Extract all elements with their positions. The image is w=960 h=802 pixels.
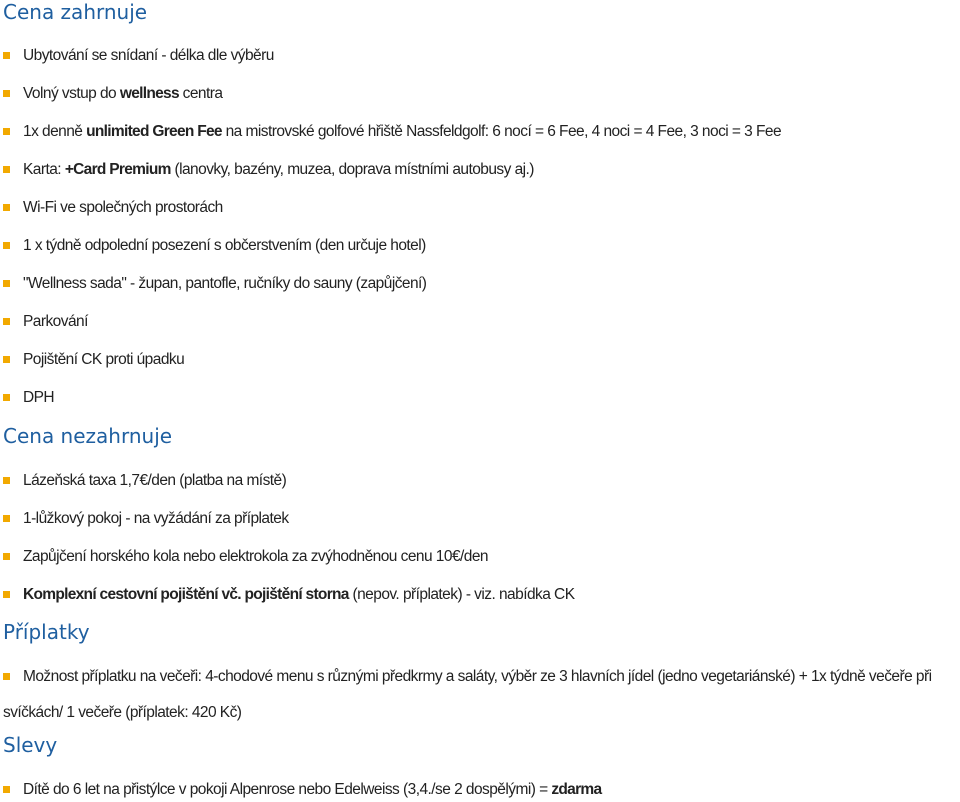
orange-square-bullet-icon (3, 394, 10, 401)
section-heading-excluded: Cena nezahrnuje (3, 424, 173, 448)
orange-square-bullet-icon (3, 515, 10, 522)
orange-square-bullet-icon (3, 128, 10, 135)
list-item: 1 x týdně odpolední posezení s občerstvením (den určuje hotel) (3, 236, 960, 256)
orange-square-bullet-icon (3, 204, 10, 211)
orange-square-bullet-icon (3, 786, 10, 793)
section-heading-discounts: Slevy (3, 733, 58, 757)
list-item: Pojištění CK proti úpadku (3, 350, 960, 370)
list-item: Zapůjčení horského kola nebo elektrokola za zvýhodněnou cenu 10€/den (3, 547, 960, 567)
list-item: 1x denně unlimited Green Fee na mistrovské golfové hřiště Nassfeldgolf: 6 nocí = 6 Fee, 4 noci = 4 Fee, 3 noci = 3 Fee (3, 122, 960, 142)
orange-square-bullet-icon (3, 280, 10, 287)
list-item: Karta: +Card Premium (lanovky, bazény, muzea, doprava místními autobusy aj.) (3, 160, 960, 180)
section-heading-supplements: Příplatky (3, 620, 90, 644)
list-item: Ubytování se snídaní - délka dle výběru (3, 46, 960, 66)
list-item: Parkování (3, 312, 960, 332)
list-item: Možnost příplatku na večeři: 4-chodové menu s různými předkrmy a saláty, výběr ze 3 hlavních jídel (jedno vegetariánské) + 1x týdně večeře při svíčkách/ 1 večeře (příplatek: 420 Kč) (3, 668, 932, 721)
orange-square-bullet-icon (3, 591, 10, 598)
list-item: Wi-Fi ve společných prostorách (3, 198, 960, 218)
list-item: Dítě do 6 let na přistýlce v pokoji Alpenrose nebo Edelweiss (3,4./se 2 dospělými) = zdarma (3, 780, 960, 800)
orange-square-bullet-icon (3, 356, 10, 363)
orange-square-bullet-icon (3, 52, 10, 59)
orange-square-bullet-icon (3, 318, 10, 325)
orange-square-bullet-icon (3, 553, 10, 560)
orange-square-bullet-icon (3, 477, 10, 484)
list-item: "Wellness sada" - župan, pantofle, ručníky do sauny (zapůjčení) (3, 274, 960, 294)
list-item: Lázeňská taxa 1,7€/den (platba na místě) (3, 471, 960, 491)
orange-square-bullet-icon (3, 90, 10, 97)
orange-square-bullet-icon (3, 242, 10, 249)
list-item: DPH (3, 388, 960, 408)
list-item: Volný vstup do wellness centra (3, 84, 960, 104)
section-heading-included: Cena zahrnuje (3, 0, 148, 24)
list-item: Komplexní cestovní pojištění vč. pojištění storna (nepov. příplatek) - viz. nabídka CK (3, 585, 960, 605)
orange-square-bullet-icon (3, 673, 10, 680)
list-item: 1-lůžkový pokoj - na vyžádání za příplatek (3, 509, 960, 529)
orange-square-bullet-icon (3, 166, 10, 173)
